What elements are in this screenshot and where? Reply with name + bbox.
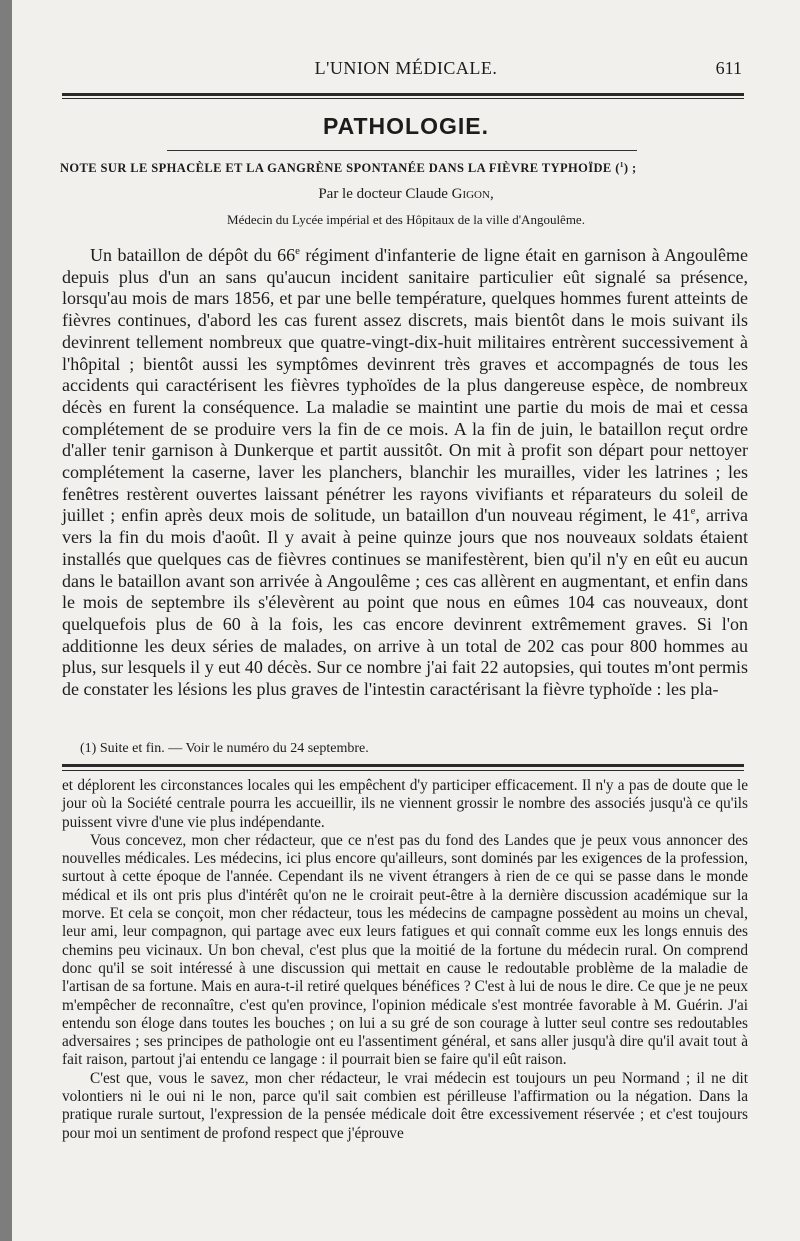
paragraph-text-b: régiment d'infanterie de ligne était en garnison à Angoulême depuis plus d'un an sans qu'aucun incident sanitaire particulier eût signalé sa présence, lorsqu'au mois de mars 1856, et par une belle température, quelques hommes furent atteints de fièvres continues, d'abord les cas furent assez discrets, mais bientôt dans le mois suivant ils devinrent tellement nombreux que quatre-vingt-dix-huit militaires entrèrent successivement à l'hôpital ; bientôt aussi les symptômes devinrent très graves et accompagnés de tous les accidents qui caractérisent les fièvres typhoïdes de la plus dangereuse espèce, de nombreux décès en furent la conséquence. La maladie se maintint une partie du mois de mai et cessa complétement de se produire vers la fin de ce mois. A la fin de juin, le bataillon reçut ordre d'aller tenir garnison à Dunkerque et partit aussitôt. On mit à profit son départ pour nettoyer complétement la caserne, laver les planchers, blanchir les murailles, vider les latrines ; les fenêtres restèrent ouvertes laissant pénétrer les rayons vivifiants et réparateurs du soleil de juillet ; enfin après deux mois de solitude, un bataillon d'un nouveau régiment, le 41	[62, 245, 748, 526]
letter-paragraph: Vous concevez, mon cher rédacteur, que ce n'est pas du fond des Landes que je peux vous annoncer des nouvelles médicales. Les médecins, ici plus encore qu'ailleurs, sont dominés par les exigences de la profession, surtout à cette époque de l'année. Cependant ils ne vivent étrangers à rien de ce qui se passe dans le monde médical et ils ont pris plus d'intérêt qu'on ne le croirait peut-être à la dernière discussion académique sur la morve. Et cela se conçoit, mon cher rédacteur, tous les médecins de campagne possèdent au moins un cheval, leur ami, leur compagnon, qui partage avec eux leurs fatigues et qui connaît comme eux les longs ennuis des chemins peu vicinaux. Un bon cheval, c'est plus que la moitié de la fortune du médecin rural. On comprend donc qu'il se soit intéressé à une discussion qui mettait en cause le redoutable problème de la maladie de l'artisan de sa fortune. Mais en aura-t-il retiré quelques bénéfices ? C'est à lui de nous le dire. Ce que je ne peux m'empêcher de reconnaître, c'est qu'en province, l'opinion médicale s'est montrée favorable à M. Guérin. J'ai entendu son éloge dans toutes les bouches ; on lui a su gré de son courage à lutter seul contre ses redoutables adversaires ; ses principes de pathologie ont eu l'assentiment général, et sans aller jusqu'à dire qu'il avait tout à fait raison, partout j'ai entendu ce langage : il pourrait bien se faire qu'il eût raison.	[62, 831, 748, 1069]
page-number: 611	[715, 58, 742, 78]
byline-prefix: Par le docteur Claude	[318, 186, 452, 202]
page	[12, 0, 800, 1241]
article-title-end: ) ;	[623, 161, 637, 175]
paragraph-text-a: Un bataillon de dépôt du 66	[90, 245, 296, 265]
ordinal-suffix: e	[690, 505, 696, 518]
letter-paragraph: C'est que, vous le savez, mon cher rédacteur, le vrai médecin est toujours un peu Normand ; il ne dit volontiers ni le oui ni le non, parce qu'il sait combien est périlleuse l'affirmation ou la négation. Dans la pratique rurale surtout, l'expression de la pensée médicale doit être excessivement réservée ; et c'est toujours pour moi un sentiment de profond respect que j'éprouve	[62, 1069, 748, 1142]
article-paragraph	[62, 245, 748, 701]
feuilleton-rule-thick	[62, 764, 744, 767]
ordinal-suffix: e	[295, 245, 300, 257]
header-rule-thin	[62, 98, 744, 99]
letter-paragraph: et déplorent les circonstances locales qui les empêchent d'y participer efficacement. Il n'y a pas de doute que le jour où la Société centrale pourra les accueillir, ils ne viennent grossir le nombre des associés jusqu'à ce qu'ils puissent vivre d'une vie plus indépendante.	[62, 777, 748, 831]
article-title	[60, 161, 772, 176]
footnote-ref[interactable]: 1	[619, 159, 624, 169]
letter-body	[62, 777, 748, 1143]
feuilleton-rule-thin	[62, 770, 744, 771]
article-body	[62, 245, 748, 701]
footnote: (1) Suite et fin. — Voir le numéro du 24 septembre.	[80, 741, 369, 756]
section-title: PATHOLOGIE.	[322, 113, 490, 139]
author-name: Gigon	[451, 186, 490, 202]
author-affiliation: Médecin du Lycée impérial et des Hôpitaux de la ville d'Angoulême.	[227, 212, 585, 227]
byline-suffix: ,	[489, 186, 494, 202]
section-rule	[167, 150, 637, 151]
article-title-text: NOTE SUR LE SPHACÈLE ET LA GANGRÈNE SPONTANÉE DANS LA FIÈVRE TYPHOÏDE (	[60, 161, 620, 175]
running-head: L'UNION MÉDICALE.	[314, 58, 498, 78]
header-rule-thick	[62, 93, 744, 96]
byline	[12, 186, 800, 203]
paragraph-text-c: , arriva vers la fin du mois d'août. Il y avait à peine quinze jours que nos nouveaux soldats étaient installés que quelques cas de fièvres continues se manifestèrent, bien qu'il n'y en eût eu aucun dans le bataillon avant son arrivée à Angoulême ; ces cas allèrent en augmentant, et enfin dans le mois de septembre ils s'élevèrent au point que nous en eûmes 104 cas nouveaux, dont quelquefois plus de 60 à la fois, les cas encore devinrent extrêmement graves. Si l'on additionne les deux séries de malades, on arrive à un total de 202 cas pour 800 hommes au plus, sur lesquels il y eut 40 décès. Sur ce nombre j'ai fait 22 autopsies, qui toutes m'ont permis de constater les lésions les plus graves de l'intestin caractérisant la fièvre typhoïde : les pla-	[62, 505, 749, 700]
